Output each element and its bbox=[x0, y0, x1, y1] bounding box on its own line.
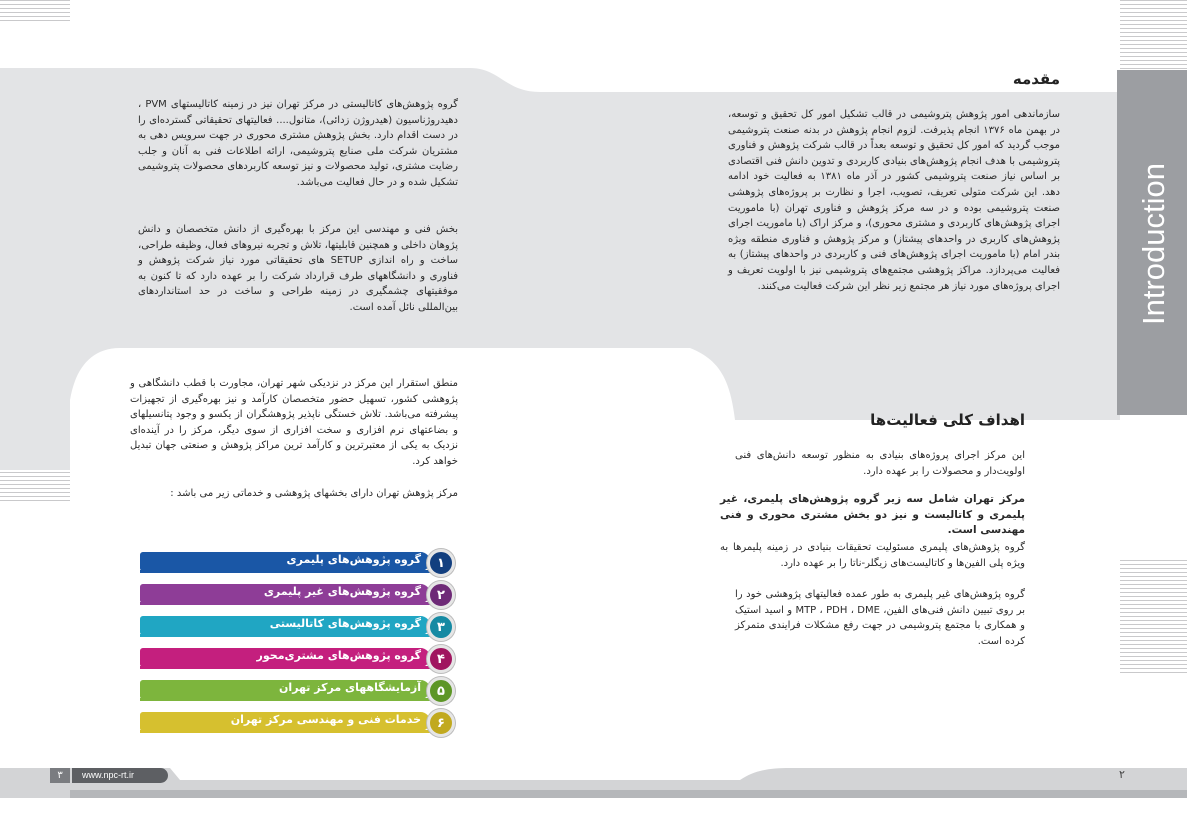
department-label: خدمات فنی و مهندسی مرکز تهران bbox=[230, 713, 421, 726]
department-label: گروه پژوهش‌های کاتالیستی bbox=[269, 617, 421, 630]
department-underline bbox=[140, 666, 432, 669]
department-number: ۳ bbox=[427, 613, 455, 641]
goals-heading: اهداف کلی فعالیت‌ها bbox=[870, 411, 1025, 429]
goals-paragraph-1: این مرکز اجرای پروژه‌های بنیادی به منظور توسعه دانش‌های فنی اولویت‌دار و محصولات را بر عهده دارد. bbox=[735, 450, 1025, 477]
department-number: ۶ bbox=[427, 709, 455, 737]
intro-paragraph: سازماندهی امور پژوهش پتروشیمی در قالب تشکیل امور کل تحقیق و توسعه، در بهمن ماه ۱۳۷۶ انجام پذیرفت. لزوم انجام پژوهش در بدنه صنعت پتروشیمی موجب گردید که امور کل تحقیق و توسعه بعداً در قالب شرکت پژوهش و فناوری پتروشیمی با هدف انجام پژوهش‌های بنیادی کاربردی و تدوین دانش فنی اقتصادی بر اساس نیاز صنعت پتروشیمی کشور در آذر ماه ۱۳۸۱ به فعالیت خود ادامه دهد. این شرکت متولی تعریف، تصویب، اجرا و نظارت بر پروژه‌های پژوهشی صنعت پتروشیمی بوده و در سه مرکز پژوهش و فناوری تهران (با ماموریت اجرای پژوهش‌های کاربردی و مشتری محوری)، و مرکز اراک (با ماموریت اجرای پژوهش‌های کاربری در واحدهای پیشتاز) و مرکز پژوهش و فناوری منطقه ویژه بندر امام (با ماموریت اجرای پژوهش‌های فنی و کاربردی در واحدهای پیشتاز) به فعالیت می‌پردازد. مراکز پژوهشی مجتمع‌های پتروشیمی نیز با اولویت تعریف و اجرای پروژه‌های مورد نیاز هر مجتمع زیر نظر این شرکت فعالیت می‌کنند. bbox=[728, 109, 1060, 292]
department-item bbox=[140, 677, 455, 707]
department-underline bbox=[140, 730, 432, 733]
department-label: گروه پژوهش‌های پلیمری bbox=[286, 553, 421, 566]
department-number: ۱ bbox=[427, 549, 455, 577]
department-item bbox=[140, 581, 455, 611]
left-page-number: ۳ bbox=[57, 770, 63, 781]
goals-paragraph-3: گروه پژوهش‌های پلیمری مسئولیت تحقیقات بنیادی در زمینه پلیمرها به ویژه پلی الفین‌ها و کاتالیست‌های زیگلر-ناتا را بر عهده دارد. bbox=[720, 542, 1025, 569]
department-label: گروه پژوهش‌های غیر پلیمری bbox=[263, 585, 421, 598]
left-paragraph-3: منطق استقرار این مرکز در نزدیکی شهر تهران، مجاورت با قطب دانشگاهی و پژوهشی کشور، تسهیل حضور متخصصان کارآمد و نیز بهره‌گیری از تجهیزات پیشرفته می‌باشد. تلاش خستگی ناپذیر پژوهشگران از یکسو و وجود پتانسیلهای و بضاعتهای نرم افزاری و سخت افزاری از سوی دیگر، مرکز را در آینده‌ای نزدیک به یکی از معتبرترین و کارآمد ترین مراکز پژوهش و صنعتی جهان تبدیل خواهد کرد. bbox=[130, 378, 458, 467]
department-number: ۲ bbox=[427, 581, 455, 609]
department-underline bbox=[140, 634, 432, 637]
introduction-label: Introduction bbox=[1136, 163, 1171, 325]
left-paragraph-4: مرکز پژوهش تهران دارای بخشهای پژوهشی و خدماتی زیر می باشد : bbox=[170, 488, 458, 499]
goals-paragraph-4: گروه پژوهش‌های غیر پلیمری به طور عمده فعالیتهای پژوهشی خود را بر روی تبیین دانش فنی‌های الفین، MTP ، PDH ، DME و اسید استیک و همکاری با مجتمع پتروشیمی در جهت رفع مشکلات فرایندی متمرکز کرده است. bbox=[735, 589, 1026, 647]
department-underline bbox=[140, 602, 432, 605]
department-item bbox=[140, 549, 455, 579]
department-underline bbox=[140, 570, 432, 573]
department-label: آزمایشگاههای مرکز تهران bbox=[279, 681, 421, 694]
department-underline bbox=[140, 698, 432, 701]
department-item bbox=[140, 613, 455, 643]
intro-heading: مقدمه bbox=[1012, 70, 1060, 88]
department-number: ۴ bbox=[427, 645, 455, 673]
goals-paragraph-2: مرکز تهران شامل سه زیر گروه پژوهش‌های پلیمری، غیر پلیمری و کاتالیست و نیز دو بخش مشتری محوری و فنی مهندسی است. bbox=[720, 493, 1025, 537]
left-paragraph-1: گروه پژوهش‌های کاتالیستی در مرکز تهران نیز در زمینه کاتالیستهای PVM ، دهیدروژناسیون (هیدروژن زدائی)، متانول.... فعالیتهای تحقیقاتی گسترده‌ای را در دست اقدام دارد. بخش پژوهش مشتری محوری در جهت سرویس دهی به مشتریان شرکت ملی صنایع پتروشیمی، ارائه اطلاعات فنی به آنان و جلب رضایت مشتری، تولید محصولات و نیز توسعه کاربردهای محصولات پتروشیمی تشکیل شده و در حال فعالیت می‌باشد. bbox=[138, 99, 459, 188]
department-label: گروه پژوهش‌های مشتری‌محور bbox=[256, 649, 421, 662]
left-paragraph-2: بخش فنی و مهندسی این مرکز با بهره‌گیری از دانش متخصصان و دانش پژوهان داخلی و همچنین قابلیتها، تلاش و تجربه نیروهای فعال، وظیفه طراحی، ساخت و راه اندازی SETUP های تحقیقاتی مورد نیاز شرکت پژوهش و فناوری و دانشگاههای طرف قرارداد شرکت را بر عهده دارد که تا کنون به موفقیتهای چشمگیری در زمینه طراحی و ساخت در حد استانداردهای بین‌المللی نائل آمده است. bbox=[138, 224, 458, 313]
department-number: ۵ bbox=[427, 677, 455, 705]
website-link[interactable]: www.npc-rt.ir bbox=[82, 770, 135, 780]
department-item bbox=[140, 709, 455, 739]
right-page-number: ۲ bbox=[1119, 768, 1125, 781]
department-item bbox=[140, 645, 455, 675]
